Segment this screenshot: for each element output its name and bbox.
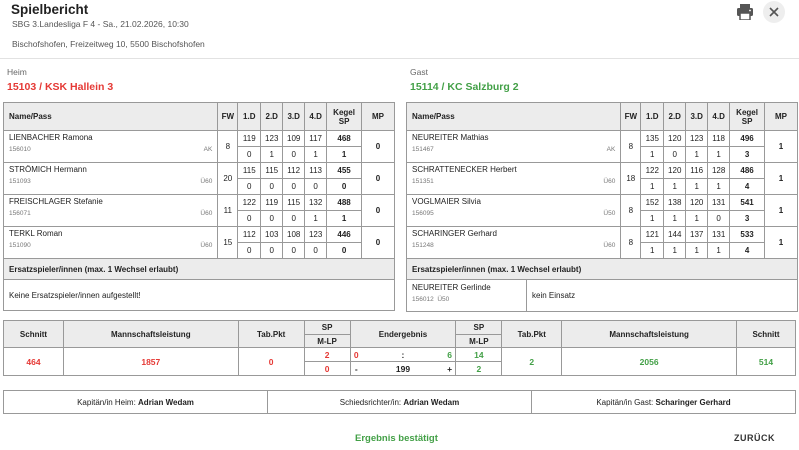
player-set-point: 1 [261, 147, 283, 163]
home-sp: 2 [304, 348, 350, 362]
player-row [407, 131, 798, 147]
close-icon [769, 7, 779, 17]
col-fw: FW [621, 103, 641, 131]
player-name-cell [407, 195, 621, 227]
col-name: Name/Pass [407, 103, 621, 131]
player-sp: 3 [730, 211, 765, 227]
home-schnitt: 464 [4, 348, 64, 376]
player-pass: 156010 [9, 146, 31, 153]
player-score: 131 [708, 195, 730, 211]
player-score: 123 [305, 227, 327, 243]
player-row [4, 163, 395, 179]
player-mp: 0 [362, 195, 395, 227]
player-kegel: 446 [327, 227, 362, 243]
player-fw: 11 [218, 195, 238, 227]
player-category: Ü60 [200, 210, 213, 217]
player-score: 135 [641, 131, 664, 147]
player-sp: 0 [327, 243, 362, 259]
player-score: 138 [664, 195, 686, 211]
player-set-point: 1 [305, 211, 327, 227]
player-set-point: 1 [641, 147, 664, 163]
mannschaft-header-guest: Mannschaftsleistung [562, 321, 737, 348]
close-button[interactable] [763, 1, 785, 23]
player-score: 112 [283, 163, 305, 179]
result-confirmed-status: Ergebnis bestätigt [355, 433, 438, 444]
end-minus: - [350, 362, 362, 376]
col-mp: MP [362, 103, 395, 131]
player-mp: 0 [362, 131, 395, 163]
guest-subs-title: Ersatzspieler/innen (max. 1 Wechsel erlaubt) [407, 259, 798, 280]
player-sp: 1 [327, 211, 362, 227]
player-score: 123 [261, 131, 283, 147]
player-set-point: 1 [686, 147, 708, 163]
end-guest: 6 [444, 348, 456, 362]
player-set-point: 1 [708, 147, 730, 163]
player-set-point: 0 [238, 211, 261, 227]
player-row [407, 227, 798, 243]
sp-header-guest: SP [456, 321, 502, 335]
match-info: SBG 3.Landesliga F 4 - Sa., 21.02.2026, 10:30 [12, 19, 189, 29]
player-name: TERKL Roman [9, 229, 63, 238]
player-name-cell [407, 131, 621, 163]
player-score: 152 [641, 195, 664, 211]
player-set-point: 0 [708, 211, 730, 227]
header-divider [0, 58, 799, 59]
player-name-cell [407, 227, 621, 259]
player-score: 122 [238, 195, 261, 211]
player-set-point: 1 [641, 211, 664, 227]
player-score: 119 [238, 131, 261, 147]
player-pass: 156095 [412, 210, 434, 217]
player-pass: 151351 [412, 178, 434, 185]
player-set-point: 0 [283, 243, 305, 259]
player-category: Ü60 [200, 242, 213, 249]
summary-table [3, 320, 796, 376]
print-button[interactable] [736, 4, 754, 20]
col-d1: 1.D [641, 103, 664, 131]
player-name: SCHARINGER Gerhard [412, 229, 497, 238]
player-name-cell [407, 163, 621, 195]
player-set-point: 0 [664, 147, 686, 163]
player-set-point: 1 [641, 179, 664, 195]
player-category: Ü50 [603, 210, 616, 217]
player-fw: 8 [621, 131, 641, 163]
player-set-point: 0 [305, 179, 327, 195]
player-fw: 15 [218, 227, 238, 259]
player-score: 119 [261, 195, 283, 211]
player-name: NEUREITER Mathias [412, 133, 489, 142]
player-score: 108 [283, 227, 305, 243]
player-set-point: 1 [708, 243, 730, 259]
player-set-point: 1 [641, 243, 664, 259]
guest-team-name: 15114 / KC Salzburg 2 [410, 81, 519, 93]
page-title: Spielbericht [11, 2, 89, 17]
printer-icon [736, 4, 754, 20]
endergebnis-header: Endergebnis [350, 321, 456, 348]
match-location: Bischofshofen, Freizeitweg 10, 5500 Bischofshofen [12, 39, 205, 49]
player-score: 120 [686, 195, 708, 211]
player-kegel: 468 [327, 131, 362, 147]
player-pass: 156071 [9, 210, 31, 217]
player-name-cell [4, 227, 218, 259]
player-mp: 1 [765, 163, 798, 195]
player-kegel: 488 [327, 195, 362, 211]
guest-schnitt: 514 [737, 348, 796, 376]
player-set-point: 0 [238, 147, 261, 163]
player-row [4, 227, 395, 243]
player-mp: 1 [765, 131, 798, 163]
col-d2: 2.D [664, 103, 686, 131]
guest-sp: 14 [456, 348, 502, 362]
player-set-point: 1 [664, 179, 686, 195]
player-score: 122 [641, 163, 664, 179]
player-row [4, 195, 395, 211]
player-category: AK [203, 146, 213, 153]
player-sp: 3 [730, 147, 765, 163]
mlp-header-home: M-LP [304, 335, 350, 348]
player-mp: 1 [765, 195, 798, 227]
col-mp: MP [765, 103, 798, 131]
player-name: VOGLMAIER Silvia [412, 197, 481, 206]
guest-captain: Kapitän/in Gast: Scharinger Gerhard [596, 397, 731, 407]
player-score: 137 [686, 227, 708, 243]
player-set-point: 0 [238, 243, 261, 259]
sp-header-home: SP [304, 321, 350, 335]
col-d3: 3.D [686, 103, 708, 131]
player-kegel: 533 [730, 227, 765, 243]
player-score: 118 [708, 131, 730, 147]
home-mannschaft: 1857 [63, 348, 238, 376]
player-set-point: 0 [283, 179, 305, 195]
player-set-point: 0 [305, 243, 327, 259]
home-mlp: 0 [304, 362, 350, 376]
mannschaft-header-home: Mannschaftsleistung [63, 321, 238, 348]
tabpkt-header-home: Tab.Pkt [238, 321, 304, 348]
player-score: 115 [238, 163, 261, 179]
player-fw: 8 [621, 227, 641, 259]
player-row [407, 163, 798, 179]
guest-mlp: 2 [456, 362, 502, 376]
table-header [4, 103, 395, 131]
player-kegel: 541 [730, 195, 765, 211]
player-name-cell [4, 131, 218, 163]
player-name: SCHRATTENECKER Herbert [412, 165, 517, 174]
player-score: 144 [664, 227, 686, 243]
schnitt-header-guest: Schnitt [737, 321, 796, 348]
player-score: 120 [664, 163, 686, 179]
player-set-point: 0 [261, 179, 283, 195]
player-set-point: 1 [686, 179, 708, 195]
player-fw: 18 [621, 163, 641, 195]
guest-sub-status: kein Einsatz [532, 291, 576, 300]
col-name: Name/Pass [4, 103, 218, 131]
player-set-point: 0 [261, 243, 283, 259]
player-sp: 1 [327, 147, 362, 163]
col-d4: 4.D [708, 103, 730, 131]
player-score: 121 [641, 227, 664, 243]
tabpkt-header-guest: Tab.Pkt [502, 321, 562, 348]
table-header [407, 103, 798, 131]
home-subs-text: Keine Ersatzspieler/innen aufgestellt! [4, 280, 395, 311]
schnitt-header-home: Schnitt [4, 321, 64, 348]
player-set-point: 0 [283, 211, 305, 227]
officials-bar [3, 390, 796, 414]
home-tabpkt: 0 [238, 348, 304, 376]
player-row [4, 131, 395, 147]
player-score: 113 [305, 163, 327, 179]
player-name-cell [4, 163, 218, 195]
player-set-point: 1 [708, 179, 730, 195]
player-kegel: 486 [730, 163, 765, 179]
player-category: Ü60 [603, 242, 616, 249]
player-kegel: 455 [327, 163, 362, 179]
player-fw: 8 [218, 131, 238, 163]
player-set-point: 1 [664, 243, 686, 259]
player-kegel: 496 [730, 131, 765, 147]
guest-sub-player: NEUREITER Gerlinde 156012 Ü50 [407, 280, 527, 311]
home-captain: Kapitän/in Heim: Adrian Wedam [4, 391, 268, 413]
player-score: 123 [686, 131, 708, 147]
player-name: FREISCHLAGER Stefanie [9, 197, 103, 206]
player-set-point: 1 [686, 243, 708, 259]
player-category: AK [606, 146, 616, 153]
player-row [407, 195, 798, 211]
mlp-header-guest: M-LP [456, 335, 502, 348]
end-diff: 199 [362, 362, 444, 376]
player-pass: 151248 [412, 242, 434, 249]
player-pass: 151090 [9, 242, 31, 249]
guest-tabpkt: 2 [502, 348, 562, 376]
player-category: Ü60 [200, 178, 213, 185]
player-mp: 0 [362, 163, 395, 195]
player-pass: 151467 [412, 146, 434, 153]
col-fw: FW [218, 103, 238, 131]
player-set-point: 0 [261, 211, 283, 227]
player-fw: 8 [621, 195, 641, 227]
player-name-cell [4, 195, 218, 227]
guest-player-table [406, 102, 798, 312]
home-caption: Heim [7, 67, 27, 77]
home-team-name: 15103 / KSK Hallein 3 [7, 81, 114, 93]
player-score: 103 [261, 227, 283, 243]
player-mp: 0 [362, 227, 395, 259]
col-kegel: Kegel SP [327, 103, 362, 131]
player-set-point: 1 [305, 147, 327, 163]
back-button[interactable]: ZURÜCK [734, 433, 775, 443]
col-kegel: Kegel SP [730, 103, 765, 131]
player-set-point: 0 [283, 147, 305, 163]
col-d4: 4.D [305, 103, 327, 131]
player-score: 115 [283, 195, 305, 211]
player-sp: 0 [327, 179, 362, 195]
player-score: 131 [708, 227, 730, 243]
player-score: 132 [305, 195, 327, 211]
player-score: 109 [283, 131, 305, 147]
player-set-point: 1 [686, 211, 708, 227]
col-d1: 1.D [238, 103, 261, 131]
player-set-point: 1 [664, 211, 686, 227]
col-d2: 2.D [261, 103, 283, 131]
player-mp: 1 [765, 227, 798, 259]
player-fw: 20 [218, 163, 238, 195]
player-sp: 4 [730, 179, 765, 195]
end-plus: + [444, 362, 456, 376]
player-score: 112 [238, 227, 261, 243]
player-score: 128 [708, 163, 730, 179]
player-name: LIENBACHER Ramona [9, 133, 93, 142]
end-home: 0 [350, 348, 362, 362]
player-score: 120 [664, 131, 686, 147]
end-colon: : [362, 348, 444, 362]
player-score: 115 [261, 163, 283, 179]
guest-caption: Gast [410, 67, 428, 77]
player-score: 117 [305, 131, 327, 147]
player-category: Ü60 [603, 178, 616, 185]
home-subs-title: Ersatzspieler/innen (max. 1 Wechsel erlaubt) [4, 259, 395, 280]
col-d3: 3.D [283, 103, 305, 131]
player-sp: 4 [730, 243, 765, 259]
referee: Schiedsrichter/in: Adrian Wedam [268, 391, 532, 413]
player-score: 116 [686, 163, 708, 179]
player-name: STRÖMICH Hermann [9, 165, 87, 174]
player-pass: 151093 [9, 178, 31, 185]
player-set-point: 0 [238, 179, 261, 195]
home-player-table [3, 102, 395, 311]
guest-mannschaft: 2056 [562, 348, 737, 376]
